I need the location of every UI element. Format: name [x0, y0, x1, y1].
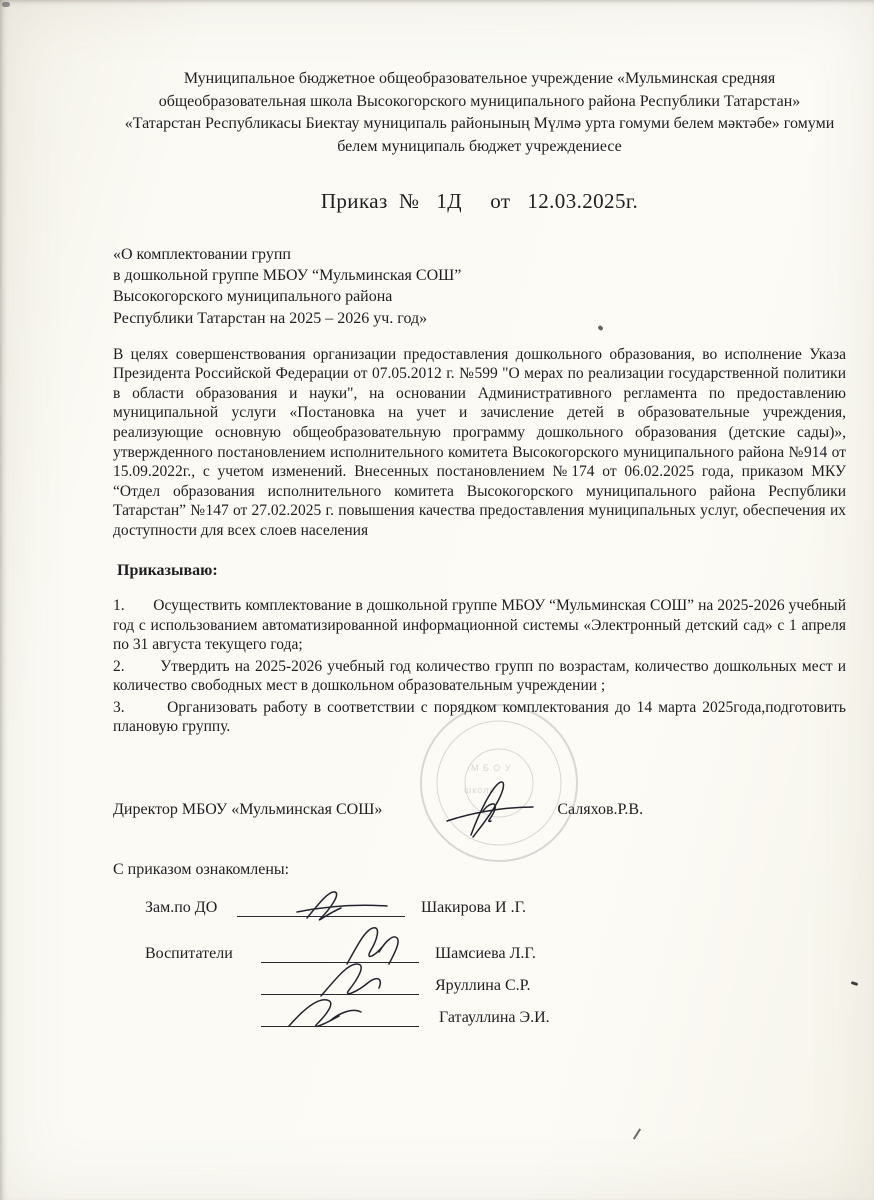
subject-line: «О комплектовании групп [113, 245, 291, 263]
document-header [113, 68, 846, 159]
director-signature-area [382, 789, 557, 831]
scan-artifact [851, 981, 859, 986]
signatory-row-vosp-3 [145, 1003, 846, 1027]
signatory-name: Яруллина С.Р. [435, 976, 531, 994]
director-signature-icon [387, 777, 552, 843]
signatory-row-vosp-1 [145, 939, 846, 963]
order-verb: Приказываю: [117, 562, 218, 580]
scan-artifact [633, 1128, 641, 1139]
acquainted-title: С приказом ознакомлены: [113, 860, 290, 878]
signatory-name: Шакирова И .Г. [421, 898, 527, 916]
order-item-1: 1. Осуществить комплектование в дошкольной группе МБОУ “Мульминская СОШ” на 2025-2026 учебный год с использованием автоматизированной информационной системы «Электронный детский сад» с 1 апреля по 31 августа текущего года; [113, 597, 846, 654]
signatory-label: Воспитатели [145, 944, 233, 962]
director-name: Саляхов.Р.В. [557, 800, 644, 818]
signatory-row-vosp-2 [145, 971, 846, 995]
signatory-label: Зам.по ДО [145, 898, 218, 916]
order-title: Приказ № 1Д от 12.03.2025г. [320, 188, 639, 213]
signatory-name: Шамсиева Л.Г. [435, 944, 536, 962]
signatory-row-zam [145, 893, 846, 917]
director-signature-row [113, 789, 846, 831]
director-label: Директор МБОУ «Мульминская СОШ» [113, 800, 383, 818]
order-item-3: 3. Организовать работу в соответствии с порядком комплектования до 14 марта 2025года,подготовить плановую группу. [113, 698, 846, 736]
signature-line [237, 900, 405, 917]
order-item-2: 2. Утвердить на 2025-2026 учебный год количество групп по возрастам, количество дошкольных мест и количество свободных мест в дошкольном образовательным учреждении ; [113, 657, 846, 695]
signoff-section [113, 762, 846, 1027]
subject-line: в дошкольной группе МБОУ “Мульминская СОШ” [113, 267, 462, 285]
org-name-russian: Муниципальное бюджетное общеобразовательное учреждение «Мульминская средняя общеобразовательная школа Высокогорского муниципального района Республики Татарстан» [158, 70, 801, 110]
signature-line [261, 1010, 419, 1027]
subject-line: Республики Татарстан на 2025 – 2026 уч. год» [113, 309, 428, 327]
signature-line [261, 978, 419, 995]
scan-artifact [2, 2, 10, 7]
preamble-paragraph: В целях совершенствования организации предоставления дошкольного образования, во исполнение Указа Президента Российской Федерации от 07.05.2012 г. №599 "О мерах по реализации государственной политики в области образования и науки", на основании Административного регламента по предоставлению муниципальной услуги «Постановка на учет и зачисление детей в образовательные учреждения, реализующие основную общеобразовательную программу дошкольного образования (детские сады)», утвержденного постановлением исполнительного комитета Высокогорского муниципального района №914 от 15.09.2022г., с учетом изменений. Внесенных постановлением №174 от 06.02.2025 года, приказом МКУ “Отдел образования исполнительного комитета Высокогорского муниципального района Республики Татарстан” №147 от 27.02.2025 г. повышения качества предоставления муниципальных услуг, обеспечения их доступности для всех слоев населения [113, 345, 846, 539]
order-items [113, 596, 846, 737]
svg-text:школа: школа [464, 784, 496, 795]
signature-scribble-icon [261, 994, 419, 1032]
signature-scribble-icon [237, 888, 405, 922]
signatory-name: Гатауллина Э.И. [435, 1008, 550, 1026]
document-content [113, 68, 846, 1027]
svg-text:М Б О У: М Б О У [471, 762, 512, 773]
org-name-tatar: «Татарстан Республикасы Биектау муниципаль районының Мүлмә урта гомуми белем мәктәбе» гомуми белем муниципаль бюджет учреждениесе [124, 115, 835, 156]
subject-line: Высокогорского муниципального района [113, 288, 393, 306]
order-subject [113, 244, 846, 329]
